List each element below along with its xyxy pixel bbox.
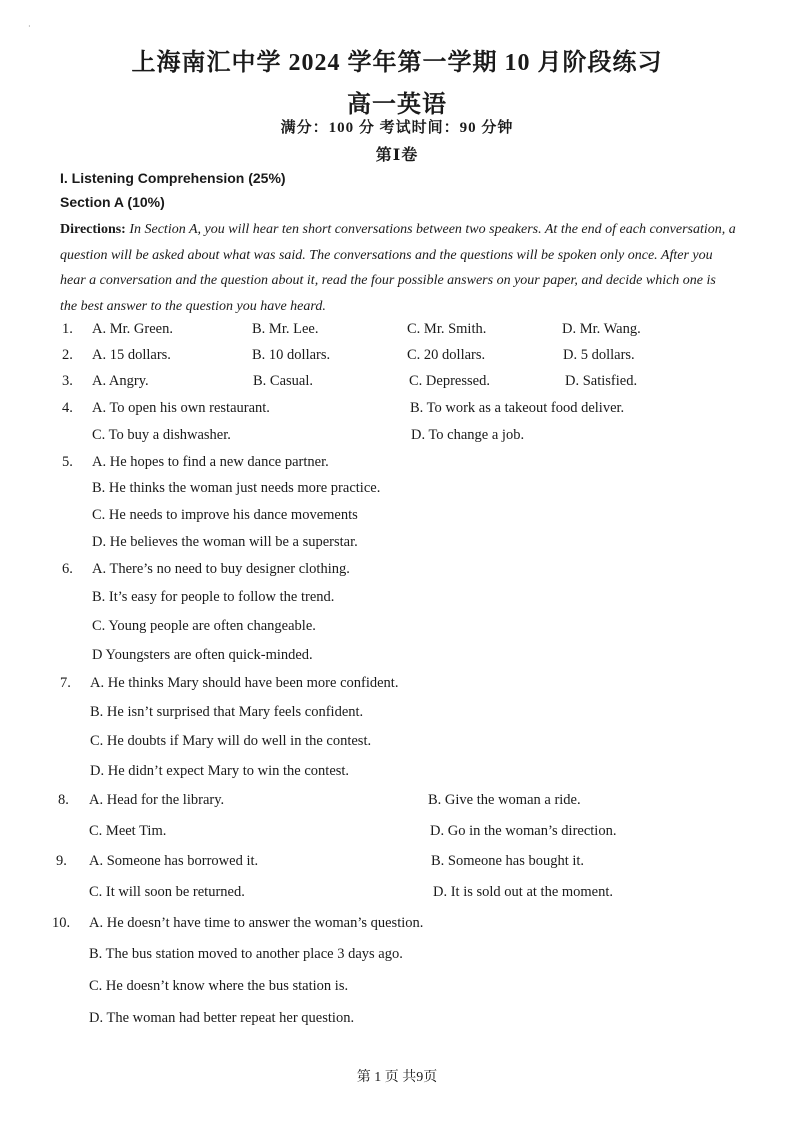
option-d: D. It is sold out at the moment. [433, 884, 614, 900]
score-time: 满分：100 分 考试时间：90 分钟 [280, 120, 514, 136]
option-a: A. Angry. [92, 373, 149, 389]
school-title: 上海南汇中学 2024 学年第一学期 10 月阶段练习 [131, 50, 663, 76]
option-c: C. Meet Tim. [89, 823, 167, 839]
volume-label: 第Ⅰ卷 [375, 147, 419, 164]
section-a-heading: Section A (10%) [60, 194, 165, 210]
option-c: C. Young people are often changeable. [92, 618, 316, 634]
option-d: D. Go in the woman’s direction. [430, 823, 617, 839]
question-number: 9. [56, 853, 67, 869]
option-d: D. The woman had better repeat her question. [89, 1010, 355, 1026]
option-d: D Youngsters are often quick-minded. [92, 647, 313, 663]
question-number: 6. [62, 561, 73, 577]
option-c: C. He needs to improve his dance movements [92, 507, 358, 523]
option-d: D. To change a job. [411, 427, 525, 443]
option-a: A. 15 dollars. [92, 347, 171, 363]
option-d: D. Mr. Wang. [562, 321, 641, 337]
option-a: A. To open his own restaurant. [92, 400, 270, 416]
directions-label: Directions: [60, 222, 126, 237]
option-c: C. He doubts if Mary will do well in the contest. [90, 733, 372, 749]
option-b: B. To work as a takeout food deliver. [410, 400, 625, 416]
option-c: C. He doesn’t know where the bus station is. [89, 978, 349, 994]
option-b: B. The bus station moved to another place 3 days ago. [89, 946, 403, 962]
question-number: 10. [52, 915, 71, 931]
option-c: C. Mr. Smith. [407, 321, 487, 337]
option-d: D. He believes the woman will be a superstar. [92, 534, 358, 550]
option-a: A. He thinks Mary should have been more confident. [90, 675, 399, 691]
option-b: B. He isn’t surprised that Mary feels confident. [90, 704, 364, 720]
question-number: 5. [62, 454, 73, 470]
option-a: A. There’s no need to buy designer clothing. [92, 561, 350, 577]
question-number: 7. [60, 675, 71, 691]
part1-heading: I. Listening Comprehension (25%) [60, 170, 286, 186]
question-number: 8. [58, 792, 69, 808]
subject-title: 高一英语 [347, 92, 447, 118]
option-a: A. He hopes to find a new dance partner. [92, 454, 329, 470]
corner-mark: · [28, 22, 31, 31]
question-number: 2. [62, 347, 73, 363]
option-c: C. To buy a dishwasher. [92, 427, 231, 443]
directions-text: In Section A, you will hear ten short conversations between two speakers. At the end of each conversation, a question will be asked about what was said. The conversations and the questions will be spoken only once. After you hear a conversation and the question about it, read the four possible answers on your paper, and decide which one is the best answer to the question you have heard. [60, 222, 736, 314]
option-b: B. Give the woman a ride. [428, 792, 581, 808]
directions [60, 217, 736, 319]
option-a: A. He doesn’t have time to answer the woman’s question. [89, 915, 424, 931]
option-b: B. He thinks the woman just needs more practice. [92, 480, 381, 496]
option-b: B. Casual. [253, 373, 314, 389]
option-c: C. It will soon be returned. [89, 884, 245, 900]
option-c: C. Depressed. [409, 373, 490, 389]
option-a: A. Someone has borrowed it. [89, 853, 259, 869]
option-b: B. 10 dollars. [252, 347, 331, 363]
question-number: 4. [62, 400, 73, 416]
option-a: A. Mr. Green. [92, 321, 173, 337]
option-d: D. He didn’t expect Mary to win the contest. [90, 763, 350, 779]
option-a: A. Head for the library. [89, 792, 225, 808]
option-b: B. Someone has bought it. [431, 853, 585, 869]
option-d: D. Satisfied. [565, 373, 638, 389]
question-number: 1. [62, 321, 73, 337]
option-d: D. 5 dollars. [563, 347, 635, 363]
option-c: C. 20 dollars. [407, 347, 486, 363]
question-number: 3. [62, 373, 73, 389]
option-b: B. Mr. Lee. [252, 321, 319, 337]
option-b: B. It’s easy for people to follow the trend. [92, 589, 335, 605]
page-footer: 第 1 页 共9页 [356, 1070, 438, 1085]
